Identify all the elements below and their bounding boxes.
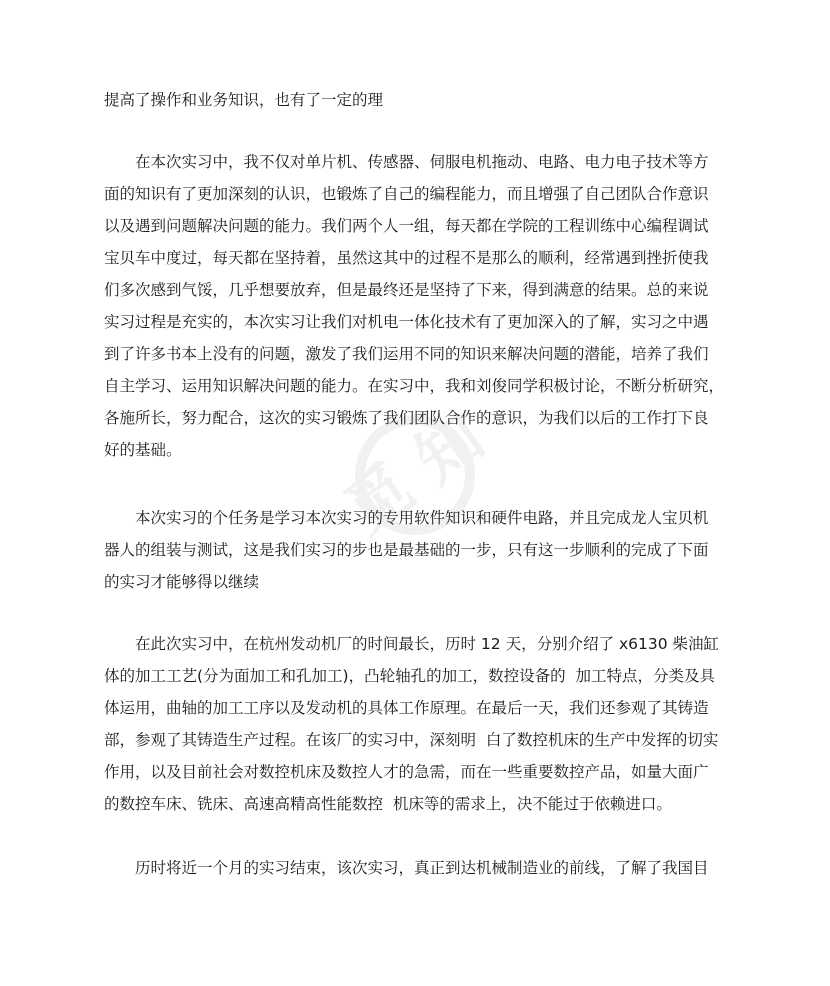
text-line: 在本次实习中，我不仅对单片机、传感器、伺服电机拖动、电路、电力电子技术等方 [135, 153, 709, 171]
text-line: 部，参观了其铸造生产过程。在该厂的实习中，深刻明 白了数控机床的生产中发挥的切实 [104, 731, 719, 749]
text-line: 在此次实习中，在杭州发动机厂的时间最长，历时 12 天，分别介绍了 x6130 柴油缸 [135, 635, 720, 653]
text-line: 的数控车床、铣床、高速高精高性能数控 机床等的需求上，决不能过于依赖进口。 [104, 795, 672, 813]
text-line: 器人的组装与测试，这是我们实习的步也是最基础的一步，只有这一步顺利的完成了下面 [104, 541, 709, 559]
text-line: 体运用，曲轴的加工工序以及发动机的具体工作原理。在最后一天，我们还参观了其铸造 [104, 699, 709, 717]
text-line: 自主学习、运用知识解决问题的能力。在实习中，我和刘俊同学积极讨论，不断分析研究， [104, 377, 725, 395]
text-line: 提高了操作和业务知识，也有了一定的理 [104, 91, 384, 109]
text-line: 到了许多书本上没有的问题，激发了我们运用不同的知识来解决问题的潜能，培养了我们 [104, 345, 709, 363]
text-line: 好的基础。 [104, 441, 182, 459]
text-line: 们多次感到气馁，几乎想要放弃，但是最终还是坚持了下来，得到满意的结果。总的来说 [104, 281, 709, 299]
text-line: 历时将近一个月的实习结束，该次实习，真正到达机械制造业的前线，了解了我国目 [135, 859, 709, 877]
text-line: 实习过程是充实的，本次实习让我们对机电一体化技术有了更加深入的了解，实习之中遇 [104, 313, 709, 331]
text-line: 宝贝车中度过，每天都在坚持着，虽然这其中的过程不是那么的顺利，经常遇到挫折使我 [104, 249, 709, 267]
text-line: 各施所长，努力配合，这次的实习锻炼了我们团队合作的意识，为我们以后的工作打下良 [104, 409, 709, 427]
text-line: 本次实习的个任务是学习本次实习的专用软件知识和硬件电路，并且完成龙人宝贝机 [135, 509, 709, 527]
text-line: 的实习才能够得以继续 [104, 573, 260, 591]
text-line: 以及遇到问题解决问题的能力。我们两个人一组，每天都在学院的工程训练中心编程调试 [104, 217, 709, 235]
text-line: 面的知识有了更加深刻的认识，也锻炼了自己的编程能力，而且增强了自己团队合作意识 [104, 185, 709, 203]
text-line: 作用，以及目前社会对数控机床及数控人才的急需，而在一些重要数控产品，如量大面广 [104, 763, 709, 781]
text-line: 体的加工工艺(分为面加工和孔加工)，凸轮轴孔的加工，数控设备的 加工特点，分类及具 [104, 667, 715, 685]
watermark-seal: 觅 知 [263, 335, 568, 615]
